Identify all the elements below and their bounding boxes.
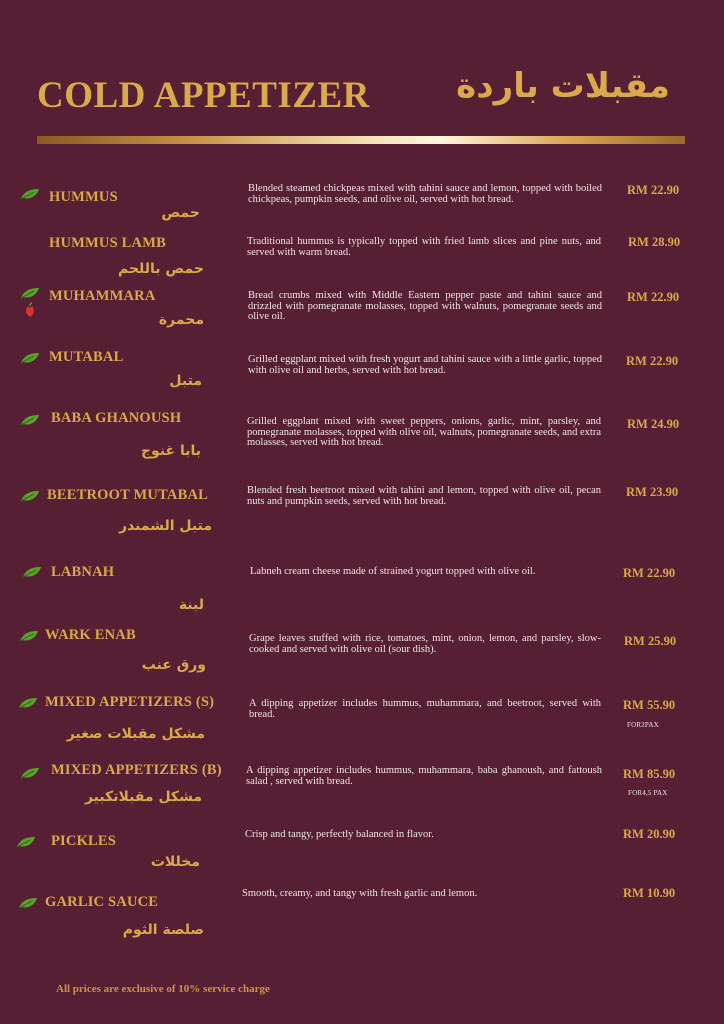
item-name: PICKLES [51, 833, 117, 849]
item-name-arabic: مشكل مقبلات صغير [66, 726, 205, 742]
leaf-icon [20, 767, 40, 779]
item-name-arabic: مشكل مقبلاتكبير [84, 789, 202, 805]
leaf-icon [20, 414, 40, 426]
item-description: Crisp and tangy, perfectly balanced in flavor. [245, 829, 434, 840]
item-name: BEETROOT MUTABAL [47, 487, 208, 503]
item-price: RM 22.90 [623, 566, 676, 580]
item-price: RM 22.90 [627, 183, 680, 197]
item-price: RM 23.90 [626, 485, 679, 499]
item-description: A dipping appetizer includes hummus, muhammara, and beetroot, served with bread. [249, 698, 601, 720]
item-name-arabic: متبل [169, 373, 202, 389]
item-name: GARLIC SAUCE [45, 894, 159, 910]
item-price: RM 25.90 [624, 634, 677, 648]
item-name: MIXED APPETIZERS (S) [45, 694, 215, 710]
item-name-arabic: لبنة [178, 597, 204, 613]
item-name-arabic: حمص باللحم [117, 261, 204, 277]
item-name-arabic: صلصة الثوم [122, 922, 204, 938]
item-description: A dipping appetizer includes hummus, muhammara, baba ghanoush, and fattoush salad , served with bread. [246, 765, 602, 787]
item-price: RM 24.90 [627, 417, 680, 431]
chili-icon [24, 302, 36, 318]
item-description: Grilled eggplant mixed with sweet peppers, onions, garlic, mint, parsley, and pomegranate molasses, topped with olive oil, walnuts, pomegranate seeds, and extra molasses, served with hot bread. [247, 416, 601, 448]
item-name: BABA GHANOUSH [51, 410, 182, 426]
item-price: RM 85.90 [623, 767, 676, 781]
leaf-icon [19, 630, 39, 642]
item-price: RM 10.90 [623, 886, 676, 900]
item-name-arabic: ورق عنب [141, 657, 206, 673]
item-name-arabic: مخللات [150, 854, 200, 870]
leaf-icon [20, 490, 40, 502]
item-description: Traditional hummus is typically topped with fried lamb slices and pine nuts, and served with warm bread. [247, 236, 601, 258]
item-price: RM 22.90 [627, 290, 680, 304]
item-name: MUHAMMARA [49, 288, 156, 304]
leaf-icon [20, 188, 40, 200]
serving-size-note: FOR2PAX [627, 721, 659, 729]
item-price: RM 28.90 [628, 235, 681, 249]
leaf-icon [20, 352, 40, 364]
page-title: COLD APPETIZER [37, 75, 370, 116]
item-name: MIXED APPETIZERS (B) [51, 762, 222, 778]
leaf-icon [18, 897, 38, 909]
page-title-arabic: مقبلات باردة [456, 66, 670, 106]
gold-divider [37, 136, 685, 144]
item-description: Blended steamed chickpeas mixed with tahini sauce and lemon, topped with boiled chickpeas, pumpkin seeds, and olive oil, served with hot bread. [248, 183, 602, 205]
item-name: LABNAH [51, 564, 115, 580]
leaf-icon [18, 697, 38, 709]
item-name-arabic: محمرة [158, 312, 204, 328]
item-name-arabic: بابا غنوج [140, 443, 201, 459]
item-description: Labneh cream cheese made of strained yogurt topped with olive oil. [250, 566, 536, 577]
leaf-icon [22, 566, 42, 578]
leaf-icon [20, 287, 40, 299]
item-name: HUMMUS LAMB [49, 235, 166, 251]
item-price: RM 22.90 [626, 354, 679, 368]
serving-size-note: FOR4,5 PAX [628, 789, 668, 797]
item-description: Grilled eggplant mixed with fresh yogurt and tahini sauce with a little garlic, topped with olive oil and herbs, served with hot bread. [248, 354, 602, 376]
leaf-icon [16, 836, 36, 848]
item-price: RM 20.90 [623, 827, 676, 841]
item-price: RM 55.90 [623, 698, 676, 712]
item-description: Smooth, creamy, and tangy with fresh garlic and lemon. [242, 888, 478, 899]
item-name: MUTABAL [49, 349, 124, 365]
item-name: WARK ENAB [45, 627, 136, 643]
item-description: Bread crumbs mixed with Middle Eastern pepper paste and tahini sauce and drizzled with pomegranate molasses, topped with walnuts, pomegranate seeds and olive oil. [248, 290, 602, 322]
item-description: Grape leaves stuffed with rice, tomatoes, mint, onion, lemon, and parsley, slow-cooked and served with olive oil (sour dish). [249, 633, 601, 655]
service-charge-note: All prices are exclusive of 10% service charge [56, 983, 270, 995]
item-name-arabic: حمص [161, 205, 200, 221]
item-name-arabic: متبل الشمندر [118, 518, 212, 534]
item-name: HUMMUS [49, 189, 118, 205]
item-description: Blended fresh beetroot mixed with tahini and lemon, topped with olive oil, pecan nuts and pumpkin seeds, served with hot bread. [247, 485, 601, 507]
